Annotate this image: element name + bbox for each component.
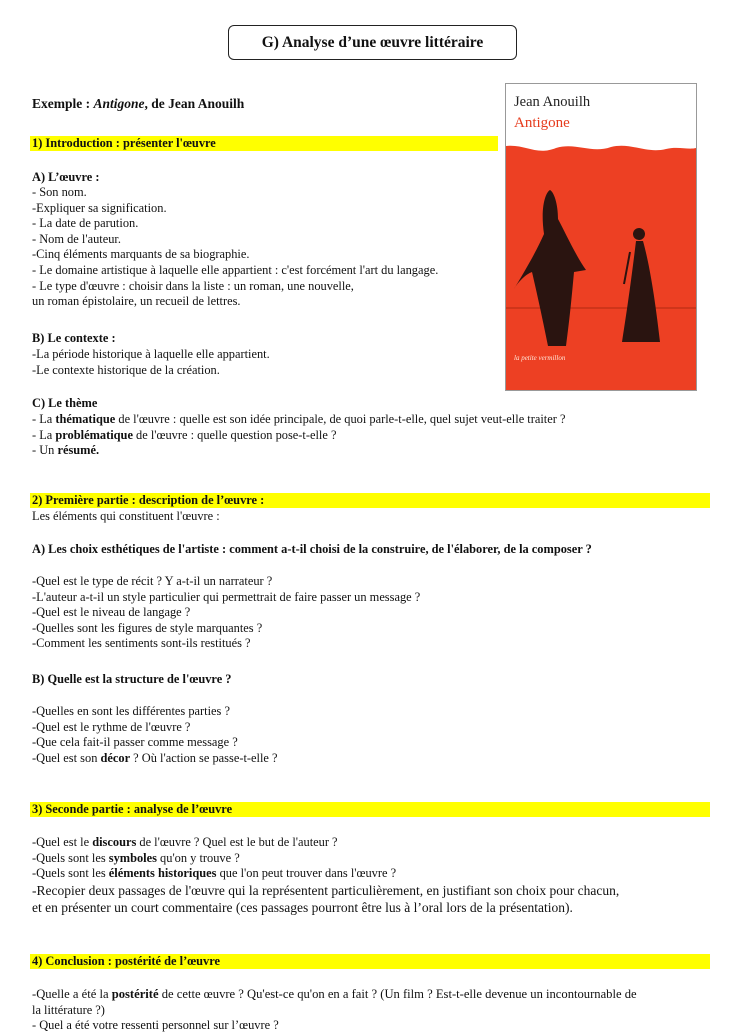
list-item: -Le contexte historique de la création. bbox=[32, 362, 220, 377]
list-item: -Quels sont les éléments historiques que l'on peut trouver dans l'œuvre ? bbox=[32, 866, 397, 881]
list-item: un roman épistolaire, un recueil de lettres. bbox=[32, 294, 241, 309]
list-item: et en présenter un court commentaire (ces passages pourront être lus à l’oral lors de la présentation). bbox=[32, 899, 573, 915]
cover-title: Antigone bbox=[514, 115, 570, 131]
s2-b-list bbox=[32, 704, 278, 766]
list-item: -Quelles sont les figures de style marquantes ? bbox=[32, 620, 263, 635]
list-item: -Comment les sentiments sont-ils restitués ? bbox=[32, 636, 251, 651]
list-item: - Le domaine artistique à laquelle elle appartient : c'est forcément l'art du langage. bbox=[32, 262, 439, 277]
s1-a-title: A) L’œuvre : bbox=[32, 170, 100, 184]
list-item: - Un résumé. bbox=[32, 443, 100, 458]
list-item: -Quel est le rythme de l'œuvre ? bbox=[32, 719, 191, 734]
list-item: - La date de parution. bbox=[32, 216, 139, 231]
s4-list bbox=[32, 987, 637, 1034]
s2-intro: Les éléments qui constituent l'œuvre : bbox=[32, 509, 220, 523]
cover-author: Jean Anouilh bbox=[514, 94, 591, 110]
list-item: - La thématique de l'œuvre : quelle est son idée principale, de quoi parle-t-elle, quel sujet veut-elle traiter ? bbox=[32, 412, 566, 426]
list-item: - Quel a été votre ressenti personnel sur l’œuvre ? bbox=[32, 1018, 279, 1033]
list-item: -L'auteur a-t-il un style particulier qui permettrait de faire passer un message ? bbox=[32, 589, 421, 604]
s2-a-title: A) Les choix esthétiques de l'artiste : comment a-t-il choisi de la construire, de l'élaborer, de la composer ? bbox=[32, 542, 592, 556]
s1-c-title: C) Le thème bbox=[32, 396, 98, 410]
list-item: -Quel est son décor ? Où l'action se passe-t-elle ? bbox=[32, 750, 278, 765]
list-item: - Le type d'œuvre : choisir dans la liste : un roman, une nouvelle, bbox=[32, 278, 354, 293]
list-item: -La période historique à laquelle elle appartient. bbox=[32, 347, 270, 361]
list-item: -Expliquer sa signification. bbox=[32, 200, 167, 215]
s1-a-list bbox=[32, 185, 438, 310]
list-item: - Son nom. bbox=[32, 185, 87, 199]
s2-a-list bbox=[32, 574, 420, 652]
list-item: -Quel est le niveau de langage ? bbox=[32, 605, 191, 620]
book-cover-image bbox=[505, 83, 697, 391]
list-item: - La problématique de l'œuvre : quelle question pose-t-elle ? bbox=[32, 427, 337, 442]
s2-b-title: B) Quelle est la structure de l'œuvre ? bbox=[32, 672, 232, 686]
s3-list bbox=[32, 835, 619, 916]
s1-b-title: B) Le contexte : bbox=[32, 331, 116, 345]
list-item: -Quel est le type de récit ? Y a-t-il un narrateur ? bbox=[32, 574, 273, 588]
list-item: -Quelle a été la postérité de cette œuvre ? Qu'est-ce qu'on en a fait ? (Un film ? Est-t-elle devenue un incontournable de bbox=[32, 987, 637, 1001]
list-item: la littérature ?) bbox=[32, 1002, 105, 1017]
list-item: - Nom de l'auteur. bbox=[32, 231, 121, 246]
list-item: -Quels sont les symboles qu'on y trouve ? bbox=[32, 850, 240, 865]
cover-publisher: la petite vermillon bbox=[514, 354, 566, 362]
list-item: -Que cela fait-il passer comme message ? bbox=[32, 735, 238, 750]
list-item: -Recopier deux passages de l'œuvre qui la représentent particulièrement, en justifiant son choix pour chacun, bbox=[32, 882, 620, 898]
section-1-heading: 1) Introduction : présenter l'œuvre bbox=[30, 136, 498, 151]
example-line: Exemple : Antigone, de Jean Anouilh bbox=[32, 96, 245, 111]
section-4-heading: 4) Conclusion : postérité de l’œuvre bbox=[30, 954, 710, 969]
page-title: G) Analyse d’une œuvre littéraire bbox=[228, 25, 517, 60]
s1-c-list bbox=[32, 412, 565, 459]
s1-b-list bbox=[32, 347, 270, 378]
list-item: -Quelles en sont les différentes parties ? bbox=[32, 704, 230, 718]
section-3-heading: 3) Seconde partie : analyse de l’œuvre bbox=[30, 802, 710, 817]
section-2-heading: 2) Première partie : description de l’œuvre : bbox=[30, 493, 710, 508]
list-item: -Cinq éléments marquants de sa biographie. bbox=[32, 247, 250, 262]
list-item: -Quel est le discours de l'œuvre ? Quel est le but de l'auteur ? bbox=[32, 835, 338, 849]
